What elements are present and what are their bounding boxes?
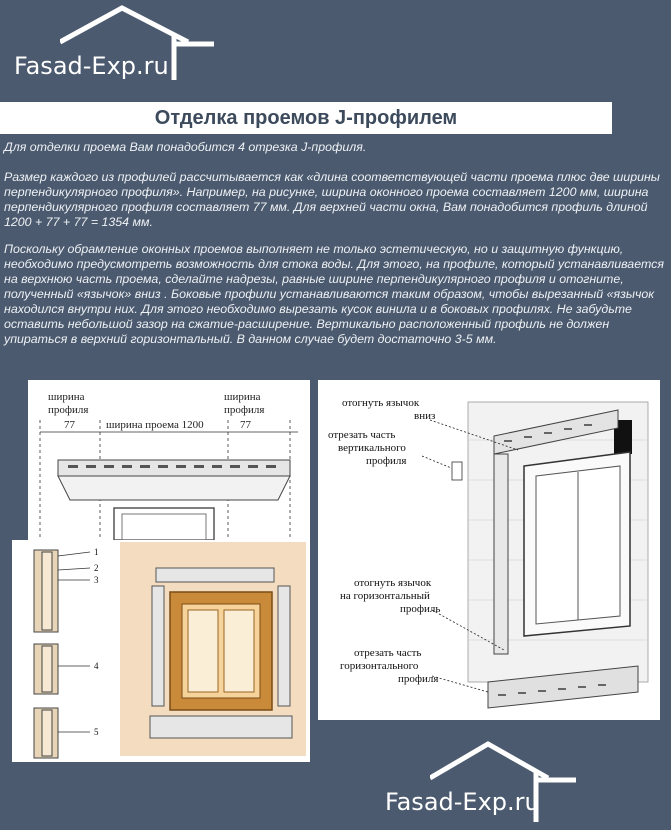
callout-c-line2: на горизонтальный — [340, 590, 430, 602]
callout-d-line3: профиля — [398, 673, 439, 685]
callout-b-line2: вертикального — [338, 442, 406, 454]
dim-right-label-1: ширина — [224, 391, 261, 403]
dim-left-label-1: ширина — [48, 391, 85, 403]
installation-diagram — [318, 380, 660, 720]
callout-c-line1: отогнуть язычок — [354, 577, 432, 589]
page-title: Отделка проемов J-профилем — [154, 106, 458, 129]
callout-d-line2: горизонтального — [340, 660, 419, 672]
dim-right-label-2: профиля — [224, 404, 265, 416]
paragraph-2: Размер каждого из профилей рассчитывается как «длина соответствующей части проема плюс две ширины перпендикулярного профиля». Например, на рисунке, ширина оконного проема составляет 1200 мм, ширина перпендикулярного профиля составляет 77 мм. Для верхней части окна, Вам понадобится профиль длиной 1200 + 77 + 77 = 1354 мм. — [4, 170, 660, 229]
callout-c-line3: профиль — [400, 603, 441, 615]
dimension-drawing — [28, 380, 310, 540]
detail-number-2: 2 — [94, 563, 99, 573]
callout-a-line2: вниз — [414, 410, 436, 422]
callout-b-line3: профиля — [366, 455, 407, 467]
detail-number-3: 3 — [94, 575, 99, 585]
dim-left-label-2: профиля — [48, 404, 89, 416]
detail-number-4: 4 — [94, 661, 99, 671]
title-bar — [0, 102, 612, 134]
dim-right-value: 77 — [240, 419, 251, 431]
logo-text-bottom[interactable]: Fasad-Exp.ru — [385, 788, 540, 816]
callout-d-line1: отрезать часть — [354, 647, 422, 659]
callout-a-line1: отогнуть язычок — [342, 397, 420, 409]
callout-b-line1: отрезать часть — [328, 429, 396, 441]
dim-center-label: ширина проема 1200 — [106, 419, 204, 431]
paragraph-1: Для отделки проема Вам понадобится 4 отрезка J-профиля. — [4, 140, 367, 154]
paragraph-3: Поскольку обрамление оконных проемов выполняет не только эстетическую, но и защитную функцию, необходимо предусмотреть возможность для стока воды. Для этого, на профиле, который устанавливается на верхнюю часть проема, сделайте надрезы, равные ширине перпендикулярного профиля и отогните, полученный «язычок» вниз . Боковые профили устанавливаются таким образом, чтобы вырезанный «язычок находился внутри них. Для этого необходимо вырезать кусок винила и в боковых профилях. Не забудьте оставить небольшой зазор на сжатие-расширение. Вертикально расположенный профиль не должен упираться в верхний горизонтальный. В данном случае будет достаточно 3-5 мм. — [4, 242, 664, 346]
detail-number-5: 5 — [94, 727, 99, 737]
detail-number-1: 1 — [94, 547, 99, 557]
window-illustration — [12, 540, 310, 762]
logo-text-top[interactable]: Fasad-Exp.ru — [14, 52, 169, 80]
dim-left-value: 77 — [64, 419, 75, 431]
